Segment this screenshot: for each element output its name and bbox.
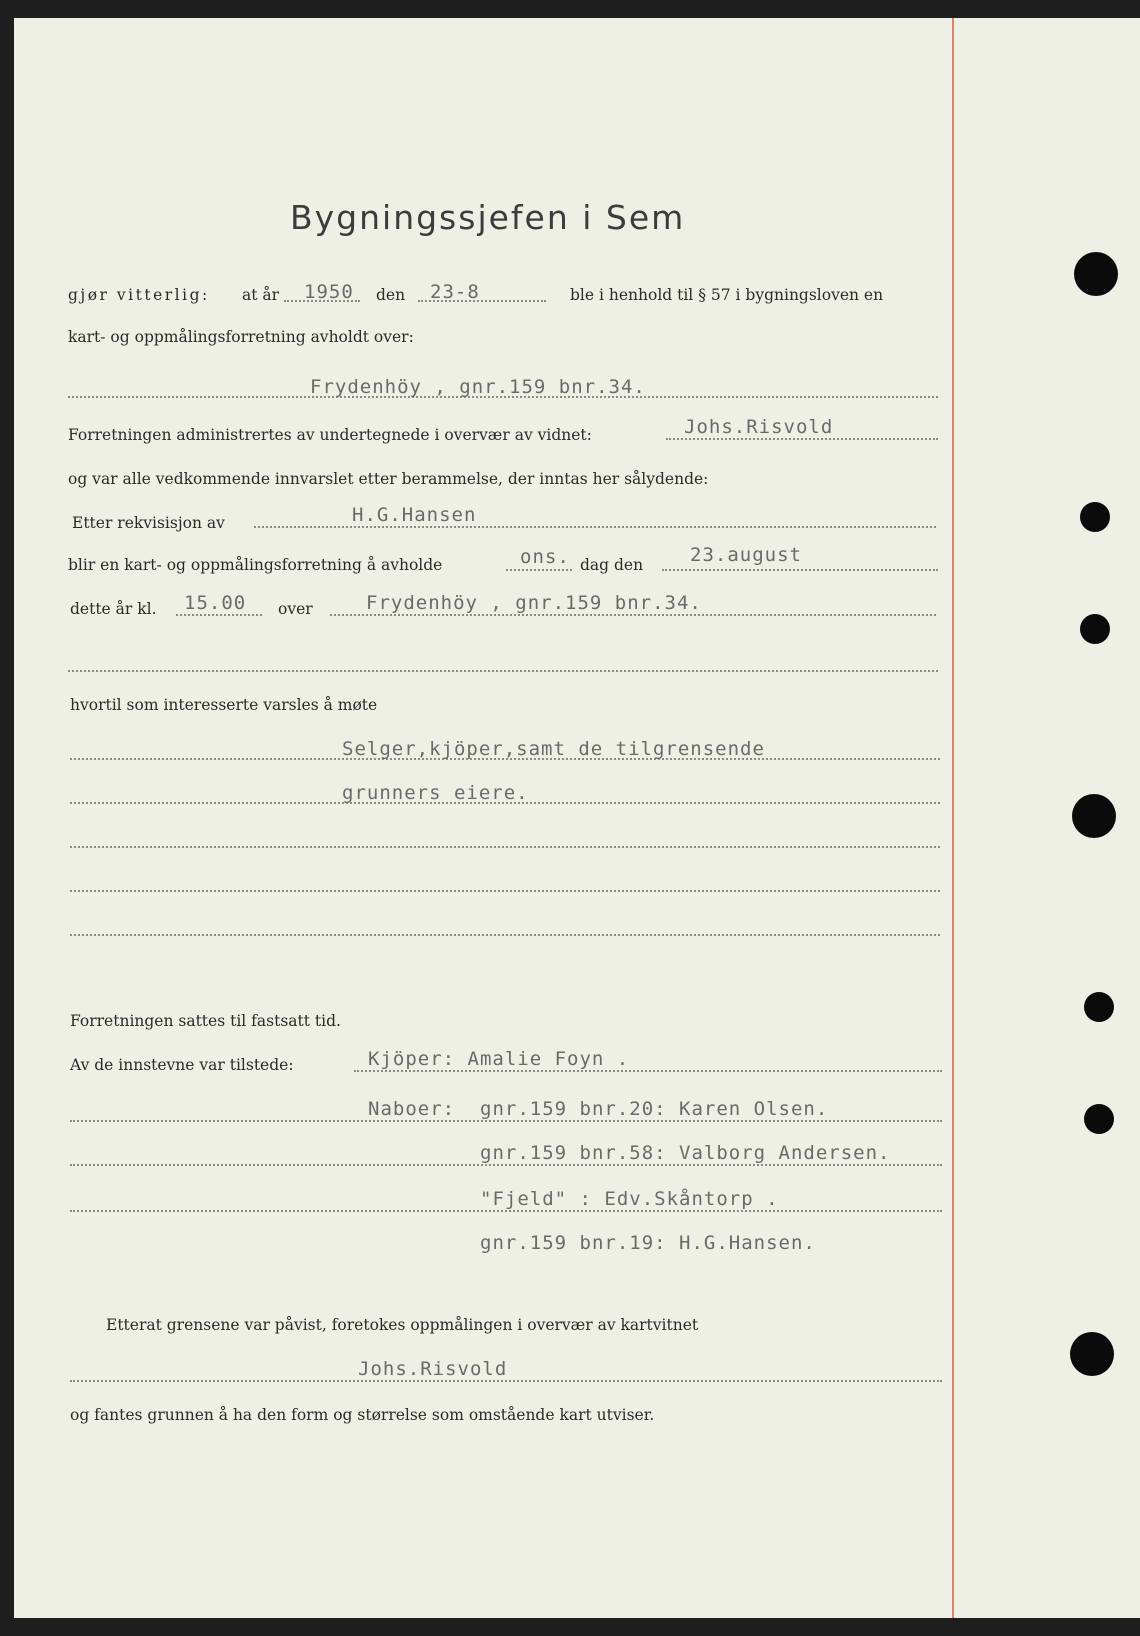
property-value: Frydenhöy , gnr.159 bnr.34. (310, 376, 646, 398)
punch-hole (1080, 502, 1110, 532)
present-dots (354, 1070, 942, 1072)
time-label: dette år kl. (70, 600, 157, 618)
neighbor-dots-3 (70, 1210, 942, 1212)
time-dots (176, 614, 262, 616)
time-property-dots (330, 614, 936, 616)
notice-text: og var alle vedkommende innvarslet etter berammelse, der inntas her sålydende: (68, 470, 709, 488)
blank-line (70, 934, 940, 936)
punch-hole (1084, 992, 1114, 1022)
neighbor-1: gnr.159 bnr.20: Karen Olsen. (480, 1098, 829, 1120)
held-date: 23.august (690, 544, 802, 566)
neighbor-2: gnr.159 bnr.58: Valborg Andersen. (480, 1142, 891, 1164)
held-at-time: Forretningen sattes til fastsatt tid. (70, 1012, 341, 1030)
closing-text: og fantes grunnen å ha den form og størrelse som omstående kart utviser. (70, 1406, 655, 1424)
neighbor-4: gnr.159 bnr.19: H.G.Hansen. (480, 1232, 816, 1254)
neighbor-3: "Fjeld" : Edv.Skåntorp . (480, 1188, 779, 1210)
margin-line (952, 18, 954, 1618)
blank-line (70, 846, 940, 848)
document-page (14, 18, 1140, 1618)
requisition-name: H.G.Hansen (352, 504, 477, 526)
weekday-dots (506, 569, 572, 571)
intro-line2: kart- og oppmålingsforretning avholdt over: (68, 328, 414, 346)
requisition-dots (254, 526, 936, 528)
punch-hole (1074, 252, 1118, 296)
survey-dots (70, 1380, 942, 1382)
invite-line1: Selger,kjöper,samt de tilgrensende (342, 738, 765, 760)
witness-name: Johs.Risvold (684, 416, 834, 438)
date-value: 23-8 (430, 281, 480, 303)
punch-hole (1084, 1104, 1114, 1134)
neighbors-label: Naboer: (368, 1098, 456, 1120)
invite-label: hvortil som interesserte varsles å møte (70, 696, 378, 714)
punch-hole (1080, 614, 1110, 644)
punch-hole (1070, 1332, 1114, 1376)
punch-hole (1072, 794, 1116, 838)
survey-text: Etterat grensene var påvist, foretokes oppmålingen i overvær av kartvitnet (106, 1316, 699, 1334)
day-label: dag den (580, 556, 644, 574)
invite-line2: grunners eiere. (342, 782, 529, 804)
blank-line (68, 670, 938, 672)
year-value: 1950 (304, 281, 354, 303)
weekday-value: ons. (520, 546, 570, 568)
requisition-label: Etter rekvisisjon av (72, 514, 225, 532)
survey-witness: Johs.Risvold (358, 1358, 508, 1380)
blank-line (70, 890, 940, 892)
time-value: 15.00 (184, 592, 247, 614)
intro-prefix: gjør vitterlig: (68, 286, 210, 304)
buyer: Kjöper: Amalie Foyn . (368, 1048, 630, 1070)
held-date-dots (662, 569, 938, 571)
time-property: Frydenhöy , gnr.159 bnr.34. (366, 592, 702, 614)
present-label: Av de innstevne var tilstede: (70, 1056, 294, 1074)
witness-dots (666, 438, 938, 440)
neighbor-dots-1 (70, 1120, 942, 1122)
over-label: over (278, 600, 313, 618)
intro-suffix: ble i henhold til § 57 i bygningsloven en (570, 286, 884, 304)
page-title: Bygningssjefen i Sem (290, 198, 686, 237)
date-label: den (376, 286, 406, 304)
year-label: at år (242, 286, 280, 304)
witness-label: Forretningen administrertes av undertegnede i overvær av vidnet: (68, 426, 592, 444)
held-label: blir en kart- og oppmålingsforretning å avholde (68, 556, 443, 574)
neighbor-dots-2 (70, 1164, 942, 1166)
